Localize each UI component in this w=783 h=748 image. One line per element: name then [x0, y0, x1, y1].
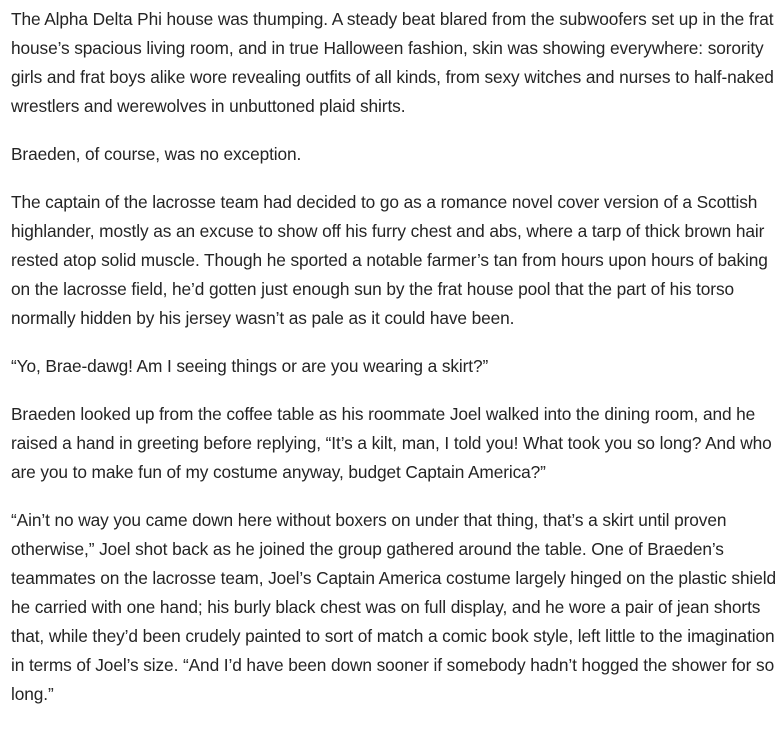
paragraph-braeden-reply: Braeden looked up from the coffee table as his roommate Joel walked into the dining room, and he raised a hand in greeting before replying, “It’s a kilt, man, I told you! What took you so long? And who are you to make fun of my costume anyway, budget Captain America?” — [11, 404, 772, 482]
story-text — [11, 5, 781, 709]
paragraph-joel-reply: “Ain’t no way you came down here without boxers on under that thing, that’s a skirt until proven otherwise,” Joel shot back as he joined the group gathered around the table. One of Braeden’s teammates on the lacrosse team, Joel’s Captain America costume largely hinged on the plastic shield he carried with one hand; his burly black chest was on full display, and he wore a pair of jean shorts that, while they’d been crudely painted to sort of match a comic book style, left little to the imagination in terms of Joel’s size. “And I’d have been down sooner if somebody hadn’t hogged the shower for so long.” — [11, 510, 776, 704]
paragraph-party-scene: The Alpha Delta Phi house was thumping. A steady beat blared from the subwoofers set up in the frat house’s spacious living room, and in true Halloween fashion, skin was showing everywhere: sorority girls and frat boys alike wore revealing outfits of all kinds, from sexy witches and nurses to half-naked wrestlers and werewolves in unbuttoned plaid shirts. — [11, 9, 774, 116]
paragraph-braeden-exception: Braeden, of course, was no exception. — [11, 144, 302, 164]
paragraph-joel-greeting: “Yo, Brae-dawg! Am I seeing things or are you wearing a skirt?” — [11, 356, 489, 376]
paragraph-lacrosse-captain: The captain of the lacrosse team had decided to go as a romance novel cover version of a Scottish highlander, mostly as an excuse to show off his furry chest and abs, where a tarp of thick brown hair rested atop solid muscle. Though he sported a notable farmer’s tan from hours upon hours of baking on the lacrosse field, he’d gotten just enough sun by the frat house pool that the part of his torso normally hidden by his jersey wasn’t as pale as it could have been. — [11, 192, 768, 328]
